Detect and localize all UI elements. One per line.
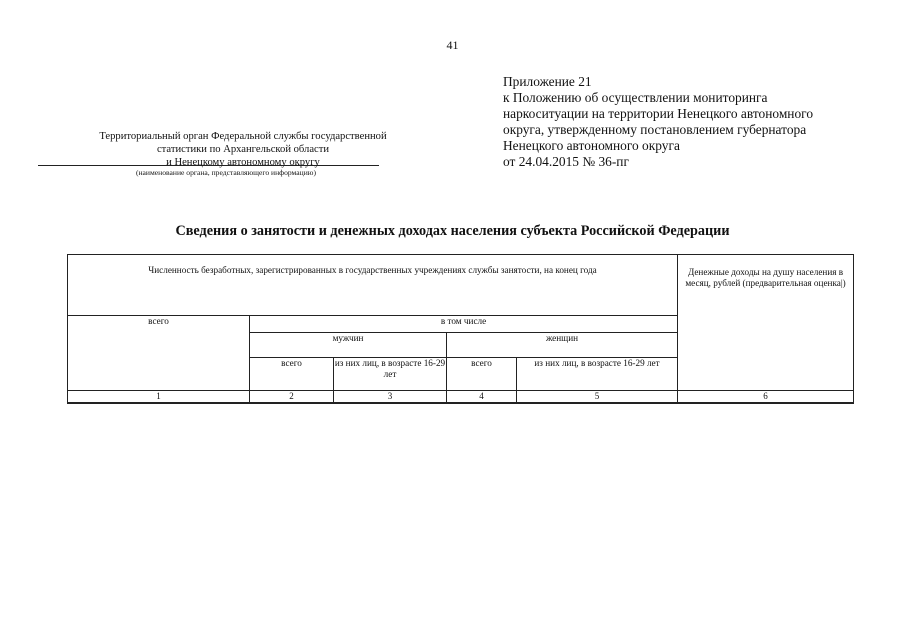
column-number: 2 xyxy=(250,391,334,404)
column-number: 1 xyxy=(68,391,250,404)
organ-caption: (наименование органа, представляющего информацию) xyxy=(135,168,317,177)
organ-underline xyxy=(38,165,379,166)
header-in-that-number: в том числе xyxy=(250,316,678,333)
organ-line-1: Территориальный орган Федеральной службы государственной xyxy=(99,131,387,142)
column-number: 5 xyxy=(517,391,678,404)
page-number: 41 xyxy=(446,38,459,52)
header-women-16-29: из них лиц, в возрасте 16-29 лет xyxy=(517,358,678,391)
header-income: Денежные доходы на душу населения в месяц, рублей (предварительная оценка|) xyxy=(678,255,854,391)
column-number: 3 xyxy=(334,391,447,404)
appendix-line: Ненецкого автономного округа xyxy=(503,138,680,153)
column-number: 4 xyxy=(447,391,517,404)
appendix-line: наркоситуации на территории Ненецкого автономного xyxy=(503,106,814,121)
organ-name xyxy=(58,130,428,169)
header-men-total: всего xyxy=(250,358,334,391)
data-table xyxy=(67,254,854,404)
header-unemployed: Численность безработных, зарегистрированных в государственных учреждениях службы занятости, на конец года xyxy=(68,255,678,316)
appendix-block xyxy=(503,74,863,170)
header-women-total: всего xyxy=(447,358,517,391)
appendix-line: округа, утвержденному постановлением губернатора xyxy=(503,122,807,137)
appendix-line: к Положению об осуществлении мониторинга xyxy=(503,90,768,105)
organ-line-2: статистики по Архангельской области xyxy=(156,144,330,155)
organ-line-3: и Ненецкому автономному округу xyxy=(166,157,320,168)
appendix-line: от 24.04.2015 № 36-пг xyxy=(503,154,629,169)
header-men-16-29: из них лиц, в возрасте 16-29 лет xyxy=(334,358,447,391)
header-men: мужчин xyxy=(250,333,447,358)
document-title: Сведения о занятости и денежных доходах населения субъекта Российской Федерации xyxy=(175,223,730,239)
column-number: 6 xyxy=(678,391,854,404)
appendix-line: Приложение 21 xyxy=(503,74,592,89)
header-women: женщин xyxy=(447,333,678,358)
header-total: всего xyxy=(68,316,250,391)
